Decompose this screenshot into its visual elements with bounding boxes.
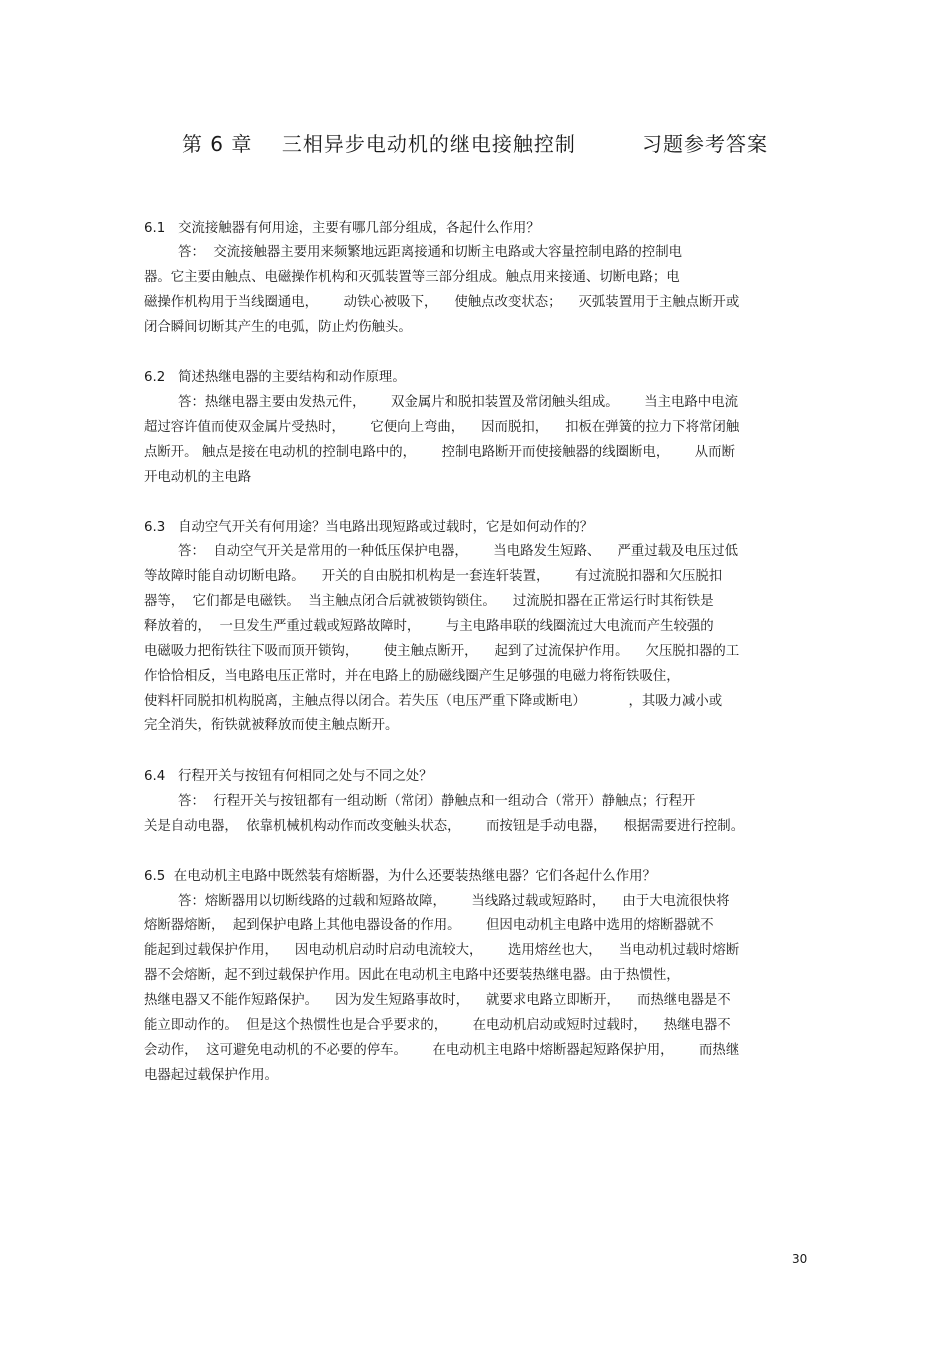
text-line: 器。它主要由触点、电磁操作机构和灭弧装置等三部分组成。触点用来接通、切断电路；电 — [144, 270, 680, 285]
text-line: 完全消失，衔铁就被释放而使主触点断开。 — [144, 718, 399, 733]
question-6-1: 6.1 交流接触器有何用途，主要有哪几部分组成，各起什么作用？ — [144, 221, 540, 236]
question-6-3: 6.3 自动空气开关有何用途？当电路出现短路或过载时，它是如何动作的？ — [144, 520, 594, 535]
text-line: 答：热继电器主要由发热元件， 双金属片和脱扣装置及常闭触头组成。 当主电路中电流 — [144, 395, 738, 410]
text-line: 电磁吸力把衔铁往下吸而顶开锁钩， 使主触点断开， 起到了过流保护作用。 欠压脱扣器的工 — [144, 644, 740, 659]
text-line: 电器起过载保护作用。 — [144, 1068, 278, 1083]
text-line: 答：熔断器用以切断线路的过载和短路故障， 当线路过载或短路时， 由于大电流很快将 — [144, 894, 730, 909]
question-6-4: 6.4 行程开关与按钮有何相同之处与不同之处？ — [144, 769, 433, 784]
text-line: 答： 行程开关与按钮都有一组动断（常闭）静触点和一组动合（常开）静触点；行程开 — [144, 794, 696, 809]
text-line: 开电动机的主电路 — [144, 470, 252, 485]
text-line: 能起到过载保护作用， 因电动机启动时启动电流较大， 选用熔丝也大， 当电动机过载时熔断 — [144, 943, 740, 958]
text-line: 点断开。 触点是接在电动机的控制电路中的， 控制电路断开而使接触器的线圈断电， 从而断 — [144, 445, 735, 460]
text-line: 热继电器又不能作短路保护。 因为发生短路事故时， 就要求电路立即断开， 而热继电器是不 — [144, 993, 731, 1008]
text-line: 答： 自动空气开关是常用的一种低压保护电器， 当电路发生短路、 严重过载及电压过低 — [144, 544, 738, 559]
text-line: 能立即动作的。 但是这个热惯性也是合乎要求的， 在电动机启动或短时过载时， 热继电器不 — [144, 1018, 731, 1033]
question-6-2: 6.2 简述热继电器的主要结构和动作原理。 — [144, 370, 406, 385]
text-line: 等故障时能自动切断电路。 开关的自由脱扣机构是一套连轩装置， 有过流脱扣器和欠压脱扣 — [144, 569, 723, 584]
question-6-5: 6.5 在电动机主电路中既然装有熔断器，为什么还要装热继电器？它们各起什么作用？ — [144, 869, 656, 884]
text-line: 磁操作机构用于当线圈通电， 动铁心被吸下， 使触点改变状态； 灭弧装置用于主触点断开或 — [144, 295, 740, 310]
text-line: 关是自动电器， 依靠机械机构动作而改变触头状态， 而按钮是手动电器， 根据需要进行控制。 — [144, 819, 745, 834]
text-line: 作恰恰相反，当电路电压正常时，并在电路上的励磁线圈产生足够强的电磁力将衔铁吸住， — [144, 669, 680, 684]
text-line: 会动作， 这可避免电动机的不必要的停车。 在电动机主电路中熔断器起短路保护用， 而热继 — [144, 1043, 740, 1058]
text-line: 释放着的， 一旦发生严重过载或短路故障时， 与主电路串联的线圈流过大电流而产生较强的 — [144, 619, 714, 634]
text-line: 答： 交流接触器主要用来频繁地远距离接通和切断主电路或大容量控制电路的控制电 — [144, 245, 683, 260]
text-line: 熔断器熔断， 起到保护电路上其他电器设备的作用。 但因电动机主电路中选用的熔断器就不 — [144, 918, 714, 933]
text-line: 器不会熔断，起不到过载保护作用。因此在电动机主电路中还要装热继电器。由于热惯性， — [144, 968, 680, 983]
page-number: 30 — [792, 1252, 808, 1266]
text-line: 器等， 它们都是电磁铁。 当主触点闭合后就被锁钩锁住。 过流脱扣器在正常运行时其衔铁是 — [144, 594, 714, 609]
text-line: 闭合瞬间切断其产生的电弧，防止灼伤触头。 — [144, 320, 412, 335]
page-title: 第 6 章 三相异步电动机的继电接触控制 习题参考答案 — [181, 132, 769, 156]
text-line: 使料杆同脱扣机构脱离，主触点得以闭合。若失压（电压严重下降或断电） ，其吸力减小或 — [144, 694, 723, 709]
text-line: 超过容许值而使双金属片受热时， 它便向上弯曲， 因而脱扣， 扣板在弹簧的拉力下将常闭触 — [144, 420, 740, 435]
